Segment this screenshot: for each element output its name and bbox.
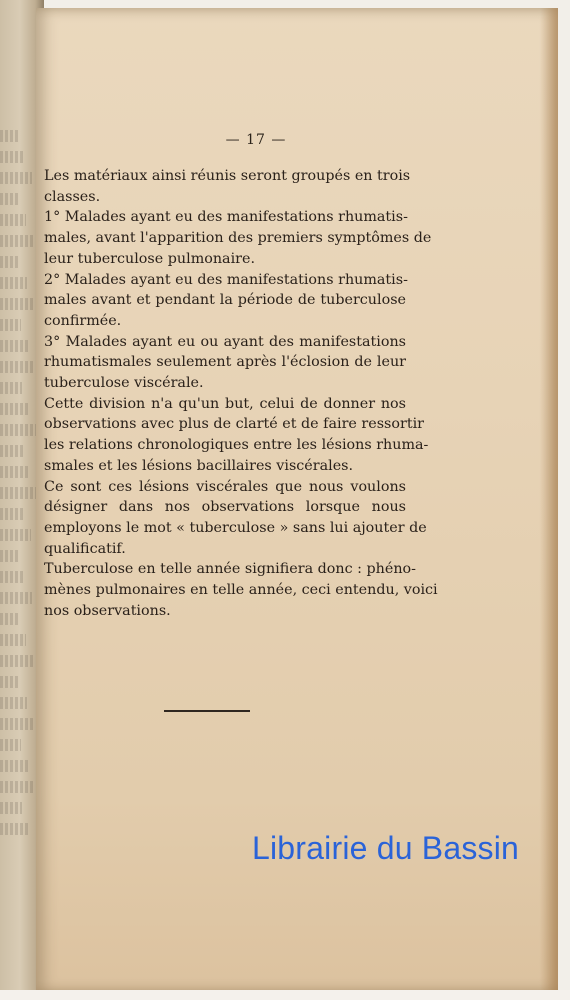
text-line: smales et les lésions bacillaires viscérales. [44,457,354,474]
spine-text-mark [0,487,37,499]
spine-text-mark [0,529,31,541]
spine-text-mark [0,172,32,184]
section-end-rule [164,710,250,712]
spine-text-mark [0,592,32,604]
body-text [44,166,438,621]
spine-text-mark [0,697,27,709]
spine-text-mark [0,277,27,289]
text-line: employons le mot « tuberculose » sans lui ajouter de [44,519,427,536]
spine-text-mark [0,340,28,352]
paragraph [44,270,406,332]
text-line: Cette division n'a qu'un but, celui de donner nos [44,395,406,412]
seller-watermark: Librairie du Bassin [252,830,520,866]
spine-text-mark [0,676,20,688]
spine-text-mark [0,634,26,646]
spine-text-mark [0,508,24,520]
text-line: qualificatif. [44,540,126,557]
spine-text-mark [0,466,30,478]
page-edge-shadow [540,8,558,992]
spine-text-mark [0,193,19,205]
paragraph [44,166,411,207]
spine-text-mark [0,571,25,583]
text-line: 3° Malades ayant eu ou ayant des manifestations [44,333,406,350]
spine-text-mark [0,718,34,730]
text-line: les relations chronologiques entre les lésions rhuma- [44,437,429,454]
spine-text-mark [0,361,35,373]
spine-text-mark [0,319,21,331]
spine-text-mark [0,613,19,625]
spine-text-mark [0,823,29,835]
paragraph [44,559,438,621]
spine-text-mark [0,298,34,310]
spine-text-mark [0,424,36,436]
spine-text-mark [0,550,18,562]
text-line: Tuberculose en telle année signifiera donc : phéno- [44,561,416,578]
spine-text-mark [0,151,25,163]
text-line: mènes pulmonaires en telle année, ceci entendu, voici [44,582,438,599]
text-line: leur tuberculose pulmonaire. [44,250,255,267]
spine-text-mark [0,130,18,142]
text-line: rhumatismales seulement après l'éclosion de leur [44,354,406,371]
spine-text-mark [0,256,20,268]
text-line: males avant et pendant la période de tuberculose [44,292,406,309]
scan-bottom-margin [0,990,570,1000]
text-line: désigner dans nos observations lorsque nous [44,499,406,516]
paragraph [44,477,427,560]
spine-text-mark [0,655,33,667]
text-line: 1° Malades ayant eu des manifestations rhumatis- [44,209,408,226]
text-line: Les matériaux ainsi réunis seront groupés en trois [44,168,411,184]
text-line: tuberculose viscérale. [44,375,204,392]
text-line: confirmée. [44,312,122,329]
text-line: males, avant l'apparition des premiers symptômes de [44,230,432,247]
spine-text-mark [0,403,29,415]
page-number: — 17 — [225,132,287,148]
text-line: Ce sont ces lésions viscérales que nous voulons [44,478,406,495]
text-line: classes. [44,188,101,205]
paragraph [44,394,429,477]
text-line: observations avec plus de clarté et de faire ressortir [44,416,424,433]
spine-text-mark [0,781,35,793]
paragraph [44,332,406,394]
spine-text-mark [0,739,21,751]
text-line: nos observations. [44,602,171,619]
spine-text-mark [0,382,22,394]
text-line: 2° Malades ayant eu des manifestations rhumatis- [44,271,408,288]
spine-text-mark [0,760,28,772]
spine-text-mark [0,235,33,247]
spine-text-mark [0,445,23,457]
spine-text-mark [0,802,22,814]
spine-text-mark [0,214,26,226]
paragraph [44,207,432,269]
